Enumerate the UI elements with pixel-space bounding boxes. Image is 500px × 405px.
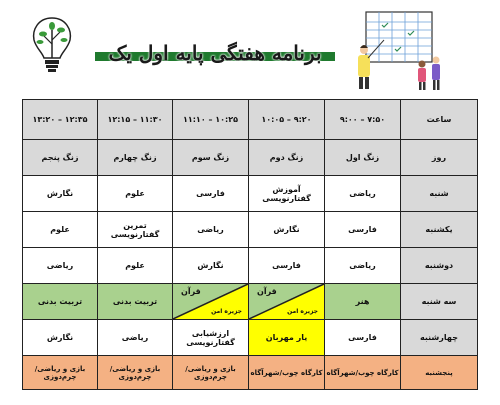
corner-day-label: روز	[401, 140, 478, 176]
lightbulb-tree-icon	[28, 14, 76, 76]
time-slot-1: ۷:۵۰ – ۹:۰۰	[325, 100, 401, 140]
schedule-cell: تمرین گفتارنویسی	[98, 212, 173, 248]
schedule-cell: نگارش	[173, 248, 249, 284]
day-label: پنجشنبه	[401, 356, 478, 390]
schedule-cell: بازی و ریاضی/چرم‌دوزی	[173, 356, 249, 390]
day-label: سه شنبه	[401, 284, 478, 320]
table-row	[23, 212, 478, 248]
schedule-cell: یار مهربان	[249, 320, 325, 356]
schedule-cell-split	[173, 284, 249, 320]
table-row	[23, 320, 478, 356]
schedule-cell: علوم	[23, 212, 98, 248]
time-row	[23, 100, 478, 140]
day-label: یکشنبه	[401, 212, 478, 248]
schedule-cell: هنر	[325, 284, 401, 320]
split-sub-text: جزیره امن	[287, 308, 318, 315]
schedule-cell: تربیت بدنی	[98, 284, 173, 320]
bell-4: زنگ چهارم	[98, 140, 173, 176]
time-slot-4: ۱۱:۳۰ – ۱۲:۱۵	[98, 100, 173, 140]
table-row	[23, 176, 478, 212]
schedule-cell: فارسی	[249, 248, 325, 284]
schedule-cell: ریاضی	[98, 320, 173, 356]
corner-time-label: ساعت	[401, 100, 478, 140]
schedule-cell: علوم	[98, 176, 173, 212]
schedule-cell: ارزشیابی گفتارنویسی	[173, 320, 249, 356]
schedule-cell: نگارش	[23, 320, 98, 356]
time-slot-5: ۱۲:۳۵ – ۱۳:۲۰	[23, 100, 98, 140]
page-title-wrap	[95, 40, 335, 66]
split-main-text: قرآن	[257, 287, 277, 296]
schedule-cell: فارسی	[173, 176, 249, 212]
page-title: برنامه هفتگی پایه اول یک	[108, 41, 322, 65]
schedule-cell: علوم	[98, 248, 173, 284]
schedule-cell: تربیت بدنی	[23, 284, 98, 320]
table-row	[23, 356, 478, 390]
schedule-cell: نگارش	[249, 212, 325, 248]
bell-row	[23, 140, 478, 176]
schedule-cell: کارگاه چوب/شهرآگاه	[249, 356, 325, 390]
schedule-cell: فارسی	[325, 320, 401, 356]
split-main-text: قرآن	[181, 287, 201, 296]
time-slot-3: ۱۰:۲۵ – ۱۱:۱۰	[173, 100, 249, 140]
schedule-cell: بازی و ریاضی/چرم‌دوزی	[98, 356, 173, 390]
teacher-children-illustration	[352, 8, 452, 92]
schedule-cell: کارگاه چوب/شهرآگاه	[325, 356, 401, 390]
schedule-cell: نگارش	[23, 176, 98, 212]
schedule-cell: بازی و ریاضی/چرم‌دوزی	[23, 356, 98, 390]
split-cell	[249, 284, 324, 319]
header	[0, 0, 500, 97]
day-label: چهارشنبه	[401, 320, 478, 356]
split-cell	[173, 284, 248, 319]
schedule-cell: ریاضی	[173, 212, 249, 248]
schedule-cell-split	[249, 284, 325, 320]
bell-5: زنگ پنجم	[23, 140, 98, 176]
table-row	[23, 248, 478, 284]
schedule-cell: ریاضی	[23, 248, 98, 284]
schedule-cell: ریاضی	[325, 176, 401, 212]
bell-1: زنگ اول	[325, 140, 401, 176]
schedule-cell: ریاضی	[325, 248, 401, 284]
table-row	[23, 284, 478, 320]
schedule-cell: فارسی	[325, 212, 401, 248]
schedule-table	[22, 99, 478, 390]
time-slot-2: ۹:۲۰ – ۱۰:۰۵	[249, 100, 325, 140]
day-label: دوشنبه	[401, 248, 478, 284]
bell-3: زنگ سوم	[173, 140, 249, 176]
schedule-cell: آموزش گفتارنویسی	[249, 176, 325, 212]
bell-2: زنگ دوم	[249, 140, 325, 176]
split-sub-text: جزیره امن	[211, 308, 242, 315]
day-label: شنبه	[401, 176, 478, 212]
